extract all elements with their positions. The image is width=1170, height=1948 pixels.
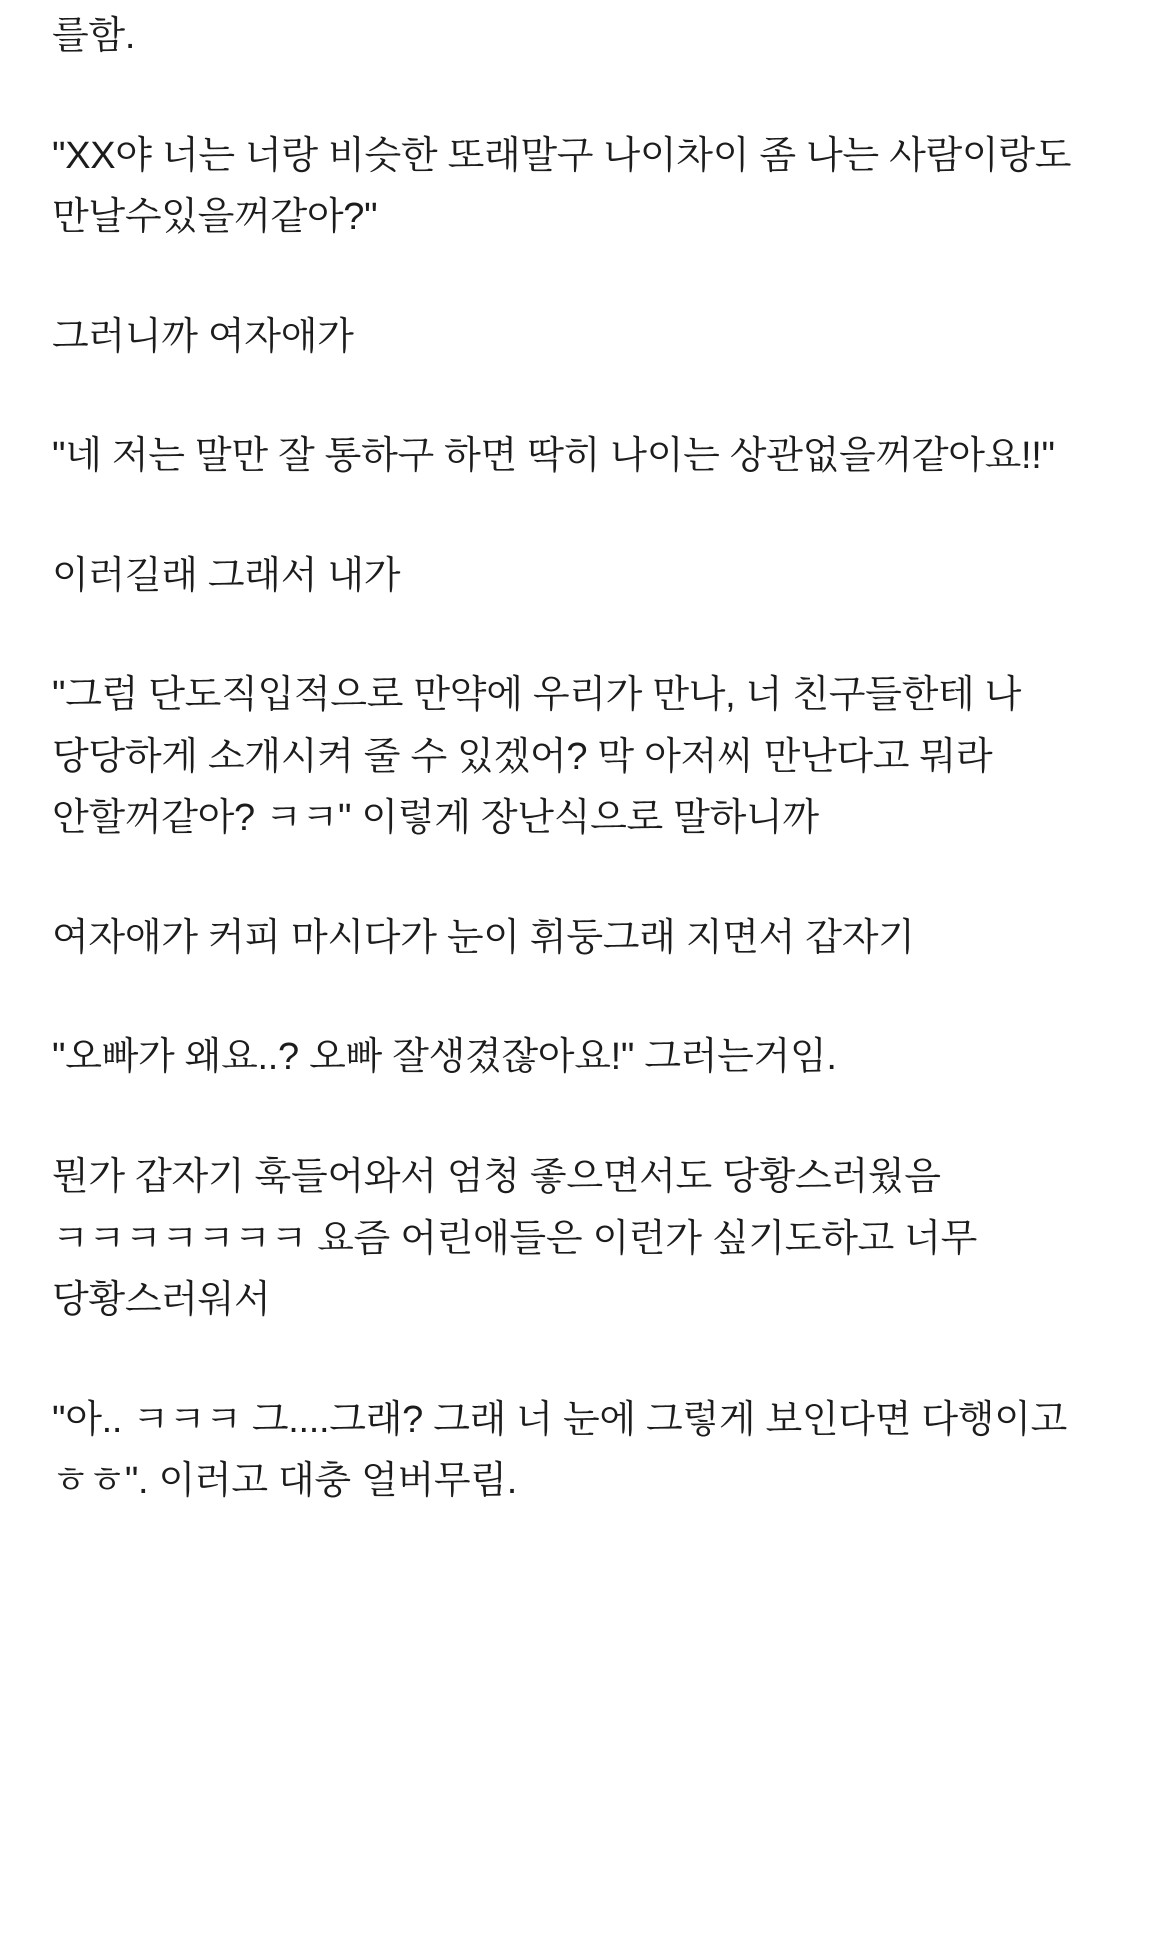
post-body — [52, 0, 1118, 1513]
paragraph: 그러니까 여자애가 — [52, 315, 354, 358]
paragraph: 이러길래 그래서 내가 — [52, 554, 401, 597]
paragraph: 를함. — [52, 15, 136, 57]
paragraph: "아.. ㅋㅋㅋ 그....그래? 그래 너 눈에 그렇게 보인다면 다행이고 ㅎㅎ". 이러고 대충 얼버무림. — [52, 1398, 1078, 1503]
paragraph: 뭔가 갑자기 훅들어와서 엄청 좋으면서도 당황스러웠음 ㅋㅋㅋㅋㅋㅋㅋ 요즘 어린애들은 이런가 싶기도하고 너무 당황스러워서 — [52, 1156, 988, 1322]
paragraph: "XX야 너는 너랑 비슷한 또래말구 나이차이 좀 나는 사람이랑도 만날수있을꺼같아?" — [52, 134, 1082, 239]
paragraph: "그럼 단도직입적으로 만약에 우리가 만나, 너 친구들한테 나 당당하게 소개시켜 줄 수 있겠어? 막 아저씨 만난다고 뭐라 안할꺼같아? ㅋㅋ" 이렇게 장난식으로 말하니까 — [52, 674, 1032, 840]
paragraph: "네 저는 말만 잘 통하구 하면 딱히 나이는 상관없을꺼같아요!!" — [52, 435, 1055, 478]
paragraph: 여자애가 커피 마시다가 눈이 휘둥그래 지면서 갑자기 — [52, 916, 915, 959]
paragraph: "오빠가 왜요..? 오빠 잘생겼잖아요!" 그러는거임. — [52, 1036, 837, 1079]
